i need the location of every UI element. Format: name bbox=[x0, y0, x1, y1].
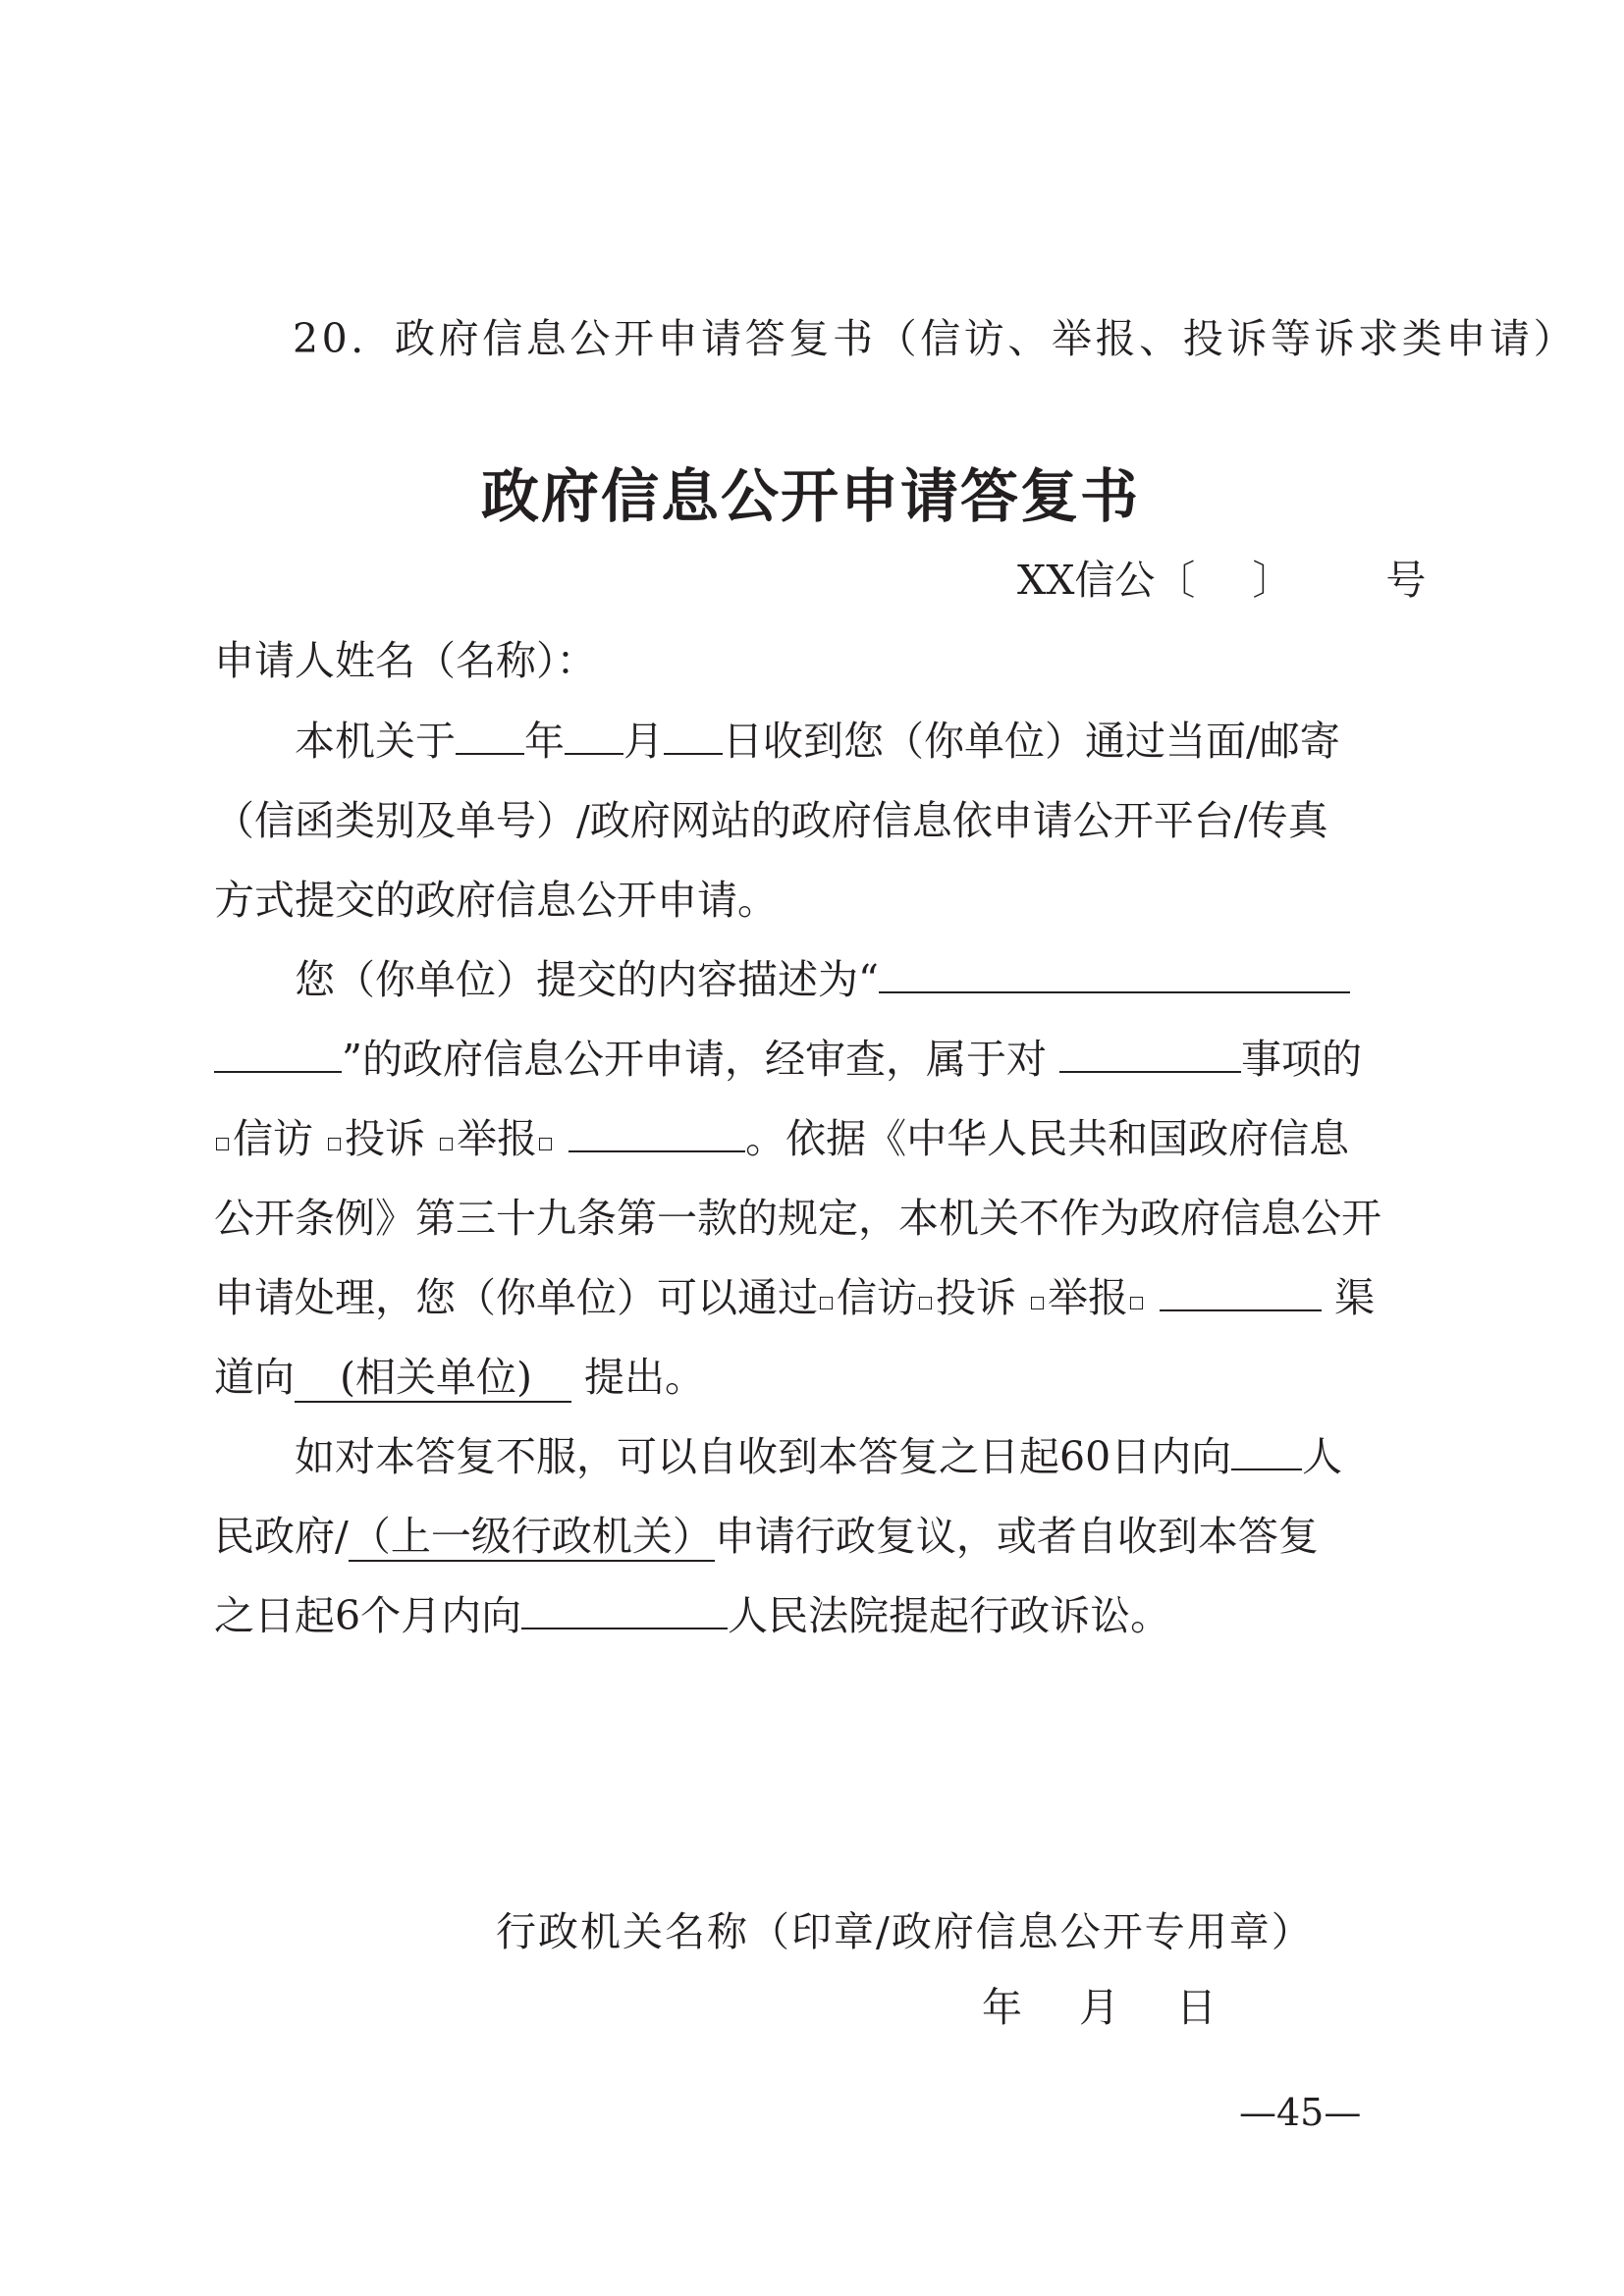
p2-text-e: 申请处理，您（你单位）可以通过 bbox=[214, 1274, 818, 1321]
p2-line4: 公开条例》第三十九条第一款的规定，本机关不作为政府信息公开 bbox=[214, 1195, 1381, 1242]
channel-jubao-label: 举报 bbox=[1048, 1274, 1129, 1321]
agency-signature: 行政机关名称（印章/政府信息公开专用章） bbox=[496, 1908, 1314, 1955]
form-heading: 20．政府信息公开申请答复书（信访、举报、投诉等诉求类申请） bbox=[293, 315, 1578, 362]
document-number bbox=[1017, 548, 1426, 606]
date-month: 月 bbox=[1079, 1984, 1119, 2031]
p1-text-d: 日收到您（你单位）通过当面/邮寄 bbox=[723, 718, 1340, 765]
doc-number-suffix: 号 bbox=[1385, 557, 1427, 604]
p3-text-e: 申请行政复议，或者自收到本答复 bbox=[714, 1513, 1319, 1560]
p2-text-c: 事项的 bbox=[1241, 1036, 1363, 1083]
salutation: 申请人姓名（名称）： bbox=[214, 637, 597, 684]
p3-text-f: 之日起6个月内向 bbox=[214, 1592, 522, 1639]
p2-line5 bbox=[214, 1265, 1375, 1323]
p3-line1 bbox=[295, 1424, 1342, 1482]
p2-text-b: ”的政府信息公开申请，经审查，属于对 bbox=[342, 1036, 1047, 1083]
doc-number-mid: 〕 bbox=[1252, 557, 1293, 604]
p2-line1 bbox=[295, 947, 1350, 1005]
checkbox-channel-other[interactable] bbox=[1130, 1297, 1143, 1309]
court-blank bbox=[521, 1592, 728, 1629]
checkbox-channel-jubao[interactable] bbox=[1031, 1297, 1044, 1309]
p2-line3 bbox=[214, 1106, 1349, 1164]
content-blank-2 bbox=[214, 1036, 342, 1073]
checkbox-tousu[interactable] bbox=[328, 1138, 341, 1150]
month-blank bbox=[565, 718, 623, 755]
channel-blank bbox=[1160, 1274, 1322, 1311]
day-blank bbox=[664, 718, 723, 755]
signature-date bbox=[982, 1975, 1217, 2033]
channel-tousu-label: 投诉 bbox=[936, 1274, 1016, 1321]
related-unit-field: (相关单位) bbox=[295, 1354, 571, 1403]
p3-line3 bbox=[214, 1583, 1170, 1641]
p2-text-i: 提出。 bbox=[584, 1354, 706, 1401]
p2-line6 bbox=[214, 1345, 705, 1403]
p2-text-g: 道向 bbox=[214, 1354, 295, 1401]
document-title: 政府信息公开申请答复书 bbox=[481, 462, 1141, 530]
opt-xinfang-label: 信访 bbox=[233, 1115, 313, 1162]
p3-text-c: 民政府/ bbox=[214, 1513, 349, 1560]
p3-text-g: 人民法院提起行政诉讼。 bbox=[728, 1592, 1171, 1639]
channel-xinfang-label: 信访 bbox=[837, 1274, 917, 1321]
checkbox-channel-xinfang[interactable] bbox=[820, 1297, 833, 1309]
year-blank bbox=[456, 718, 524, 755]
p3-line2 bbox=[214, 1504, 1319, 1562]
checkbox-channel-tousu[interactable] bbox=[919, 1297, 932, 1309]
checkbox-xinfang[interactable] bbox=[216, 1138, 229, 1150]
p1-line1 bbox=[295, 709, 1340, 767]
other-type-blank bbox=[568, 1115, 745, 1152]
p2-text-a: 您（你单位）提交的内容描述为“ bbox=[295, 956, 879, 1003]
matter-blank bbox=[1059, 1036, 1241, 1073]
p3-text-a: 如对本答复不服，可以自收到本答复之日起60日内向 bbox=[295, 1433, 1232, 1480]
date-day: 日 bbox=[1176, 1984, 1217, 2031]
p1-text-b: 年 bbox=[524, 718, 565, 765]
checkbox-jubao[interactable] bbox=[440, 1138, 453, 1150]
p2-text-f: 渠 bbox=[1334, 1274, 1376, 1321]
p1-line2: （信函类别及单号）/政府网站的政府信息依申请公开平台/传真 bbox=[214, 797, 1328, 844]
doc-number-prefix: XX信公〔 bbox=[1017, 557, 1196, 604]
opt-tousu-label: 投诉 bbox=[345, 1115, 426, 1162]
p1-line3: 方式提交的政府信息公开申请。 bbox=[214, 877, 778, 924]
p1-text-c: 月 bbox=[623, 718, 664, 765]
p2-text-d: 。依据《中华人民共和国政府信息 bbox=[745, 1115, 1350, 1162]
page-number: —45— bbox=[1239, 2091, 1362, 2134]
checkbox-other[interactable] bbox=[539, 1138, 552, 1150]
government-blank bbox=[1231, 1433, 1302, 1470]
opt-jubao-label: 举报 bbox=[457, 1115, 538, 1162]
superior-agency-field: （上一级行政机关） bbox=[350, 1513, 713, 1560]
p1-text-a: 本机关于 bbox=[295, 718, 456, 765]
p3-text-b: 人 bbox=[1302, 1433, 1343, 1480]
p2-line2 bbox=[214, 1027, 1362, 1085]
date-year: 年 bbox=[982, 1984, 1022, 2031]
content-blank-1 bbox=[879, 956, 1350, 993]
